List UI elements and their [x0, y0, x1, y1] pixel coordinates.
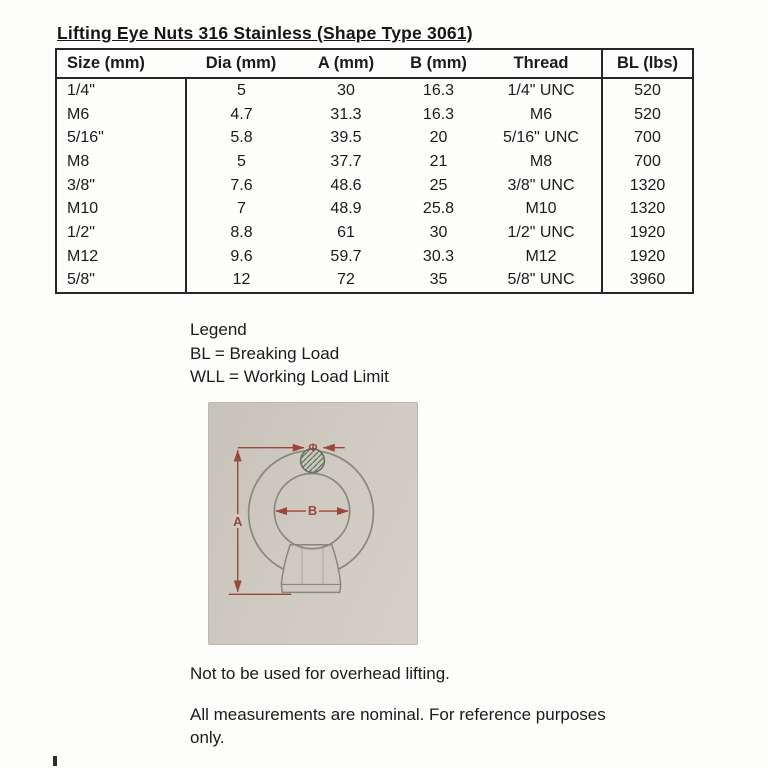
dia-symbol: Φ: [308, 442, 318, 455]
table-row: [56, 269, 693, 294]
table-cell: M6: [67, 105, 90, 123]
table-cell: 12: [186, 269, 296, 294]
table-cell: 520: [602, 78, 693, 103]
table-cell: 5: [186, 150, 296, 174]
table-cell: 1/4": [67, 81, 95, 99]
table-row: [56, 221, 693, 245]
page-title: Lifting Eye Nuts 316 Stainless (Shape Type 3061): [57, 23, 473, 43]
table-cell: 25: [429, 176, 448, 194]
table-cell: 5/8": [67, 271, 95, 289]
table-cell: 31.3: [330, 105, 362, 123]
table-cell: 1320: [602, 197, 693, 221]
table-cell: 700: [602, 126, 693, 150]
table-cell: 700: [602, 150, 693, 174]
table-cell: 1920: [602, 221, 693, 245]
table-cell: 8.8: [186, 221, 296, 245]
header-cell-a: A (mm): [296, 49, 396, 78]
table-cell: M12: [67, 247, 99, 265]
table-cell: M8: [529, 152, 553, 170]
table-cell: 30.3: [422, 247, 455, 265]
table-cell: 9.6: [186, 245, 296, 269]
legend-title: Legend: [190, 320, 247, 339]
dim-b-label: B: [307, 503, 318, 519]
table-cell: 3/8" UNC: [507, 176, 575, 194]
legend-block: [190, 318, 389, 389]
table-cell: 5/16" UNC: [503, 129, 579, 147]
corner-mark: [53, 756, 57, 766]
table-cell: 1/2" UNC: [507, 223, 575, 241]
note-overhead: Not to be used for overhead lifting.: [190, 664, 450, 683]
table-cell: 4.7: [186, 103, 296, 127]
table-cell: M6: [529, 105, 553, 123]
spec-table: [55, 48, 694, 294]
table-row: [56, 103, 693, 127]
table-cell: 5/16": [67, 129, 104, 147]
table-row: [56, 150, 693, 174]
table-cell: M12: [525, 247, 557, 265]
table-cell: 1/2": [67, 223, 95, 241]
header-cell-thread: Thread: [481, 49, 602, 78]
table-cell: 21: [429, 152, 448, 170]
table-cell: 5/8" UNC: [507, 271, 575, 289]
table-row: [56, 126, 693, 150]
table-cell: 30: [337, 81, 355, 99]
table-header-row: [56, 49, 693, 78]
spec-table-body: [56, 78, 693, 293]
header-cell-size: Size (mm): [56, 49, 186, 78]
legend-line-bl: BL = Breaking Load: [190, 343, 340, 363]
table-cell: 16.3: [422, 81, 455, 99]
eye-nut-diagram-svg: [209, 403, 417, 644]
nut-body: [281, 545, 340, 593]
table-cell: 48.9: [330, 200, 362, 218]
table-cell: 7: [186, 197, 296, 221]
table-row: [56, 174, 693, 198]
table-cell: 61: [337, 223, 355, 241]
table-cell: 30: [429, 223, 448, 241]
table-cell: 5: [186, 78, 296, 103]
header-cell-b: B (mm): [396, 49, 481, 78]
table-cell: 35: [429, 271, 448, 289]
table-cell: M8: [67, 152, 90, 170]
table-cell: 59.7: [330, 247, 362, 265]
eye-nut-photo: [208, 402, 418, 645]
table-row: [56, 245, 693, 269]
table-cell: 72: [337, 271, 355, 289]
table-cell: 3/8": [67, 176, 95, 194]
table-cell: 25.8: [422, 200, 455, 218]
header-cell-dia: Dia (mm): [186, 49, 296, 78]
table-row: [56, 197, 693, 221]
table-row: [56, 78, 693, 103]
table-cell: 39.5: [330, 129, 362, 147]
table-cell: 5.8: [186, 126, 296, 150]
table-cell: 1/4" UNC: [507, 81, 575, 99]
table-cell: 1320: [602, 174, 693, 198]
dim-a-label: A: [233, 513, 243, 529]
legend-line-wll: WLL = Working Load Limit: [190, 367, 389, 386]
table-cell: 20: [429, 129, 448, 147]
table-cell: 520: [602, 103, 693, 127]
table-cell: 37.7: [330, 152, 362, 170]
table-cell: 1920: [602, 245, 693, 269]
note-reference: All measurements are nominal. For reference purposes only.: [190, 705, 606, 747]
table-cell: 16.3: [422, 105, 455, 123]
table-cell: M10: [67, 200, 99, 218]
table-cell: 48.6: [330, 176, 362, 194]
table-cell: M10: [525, 200, 557, 218]
table-cell: 3960: [602, 269, 693, 294]
table-cell: 7.6: [186, 174, 296, 198]
header-cell-bl: BL (lbs): [602, 49, 693, 78]
